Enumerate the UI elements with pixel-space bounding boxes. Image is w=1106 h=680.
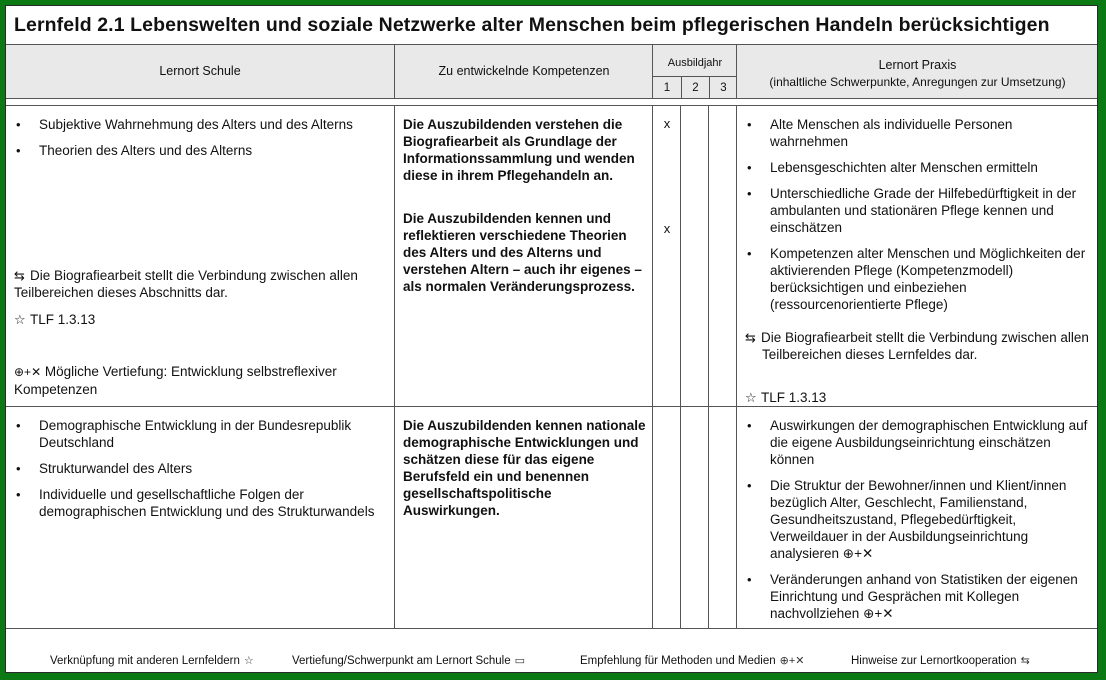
school-list (12, 116, 382, 168)
list-item: • Auswirkungen der demographischen Entwicklung auf die eigene Ausbildungseinrichtung einschätzen können (747, 418, 1088, 467)
table-row (6, 407, 1097, 629)
bullet-icon: • (16, 487, 21, 502)
tlf-note: ☆ TLF 1.3.13 (745, 390, 827, 405)
school-list (12, 417, 382, 529)
page-title: Lernfeld 2.1 Lebenswelten und soziale Netzwerke alter Menschen beim pflegerischen Handeln berücksichtigen (14, 14, 1050, 36)
legend-item: Hinweise zur Lernortkooperation ⇆ (851, 655, 1030, 667)
competence-text: Die Auszubildenden kennen nationale demographische Entwicklungen und schätzen diese für das eigene Berufsfeld ein und benennen gesellschaftspolitische Auswirkungen. (403, 418, 646, 518)
year-mark: x (663, 221, 671, 236)
competence-cell (394, 106, 652, 406)
bullet-icon: • (16, 117, 21, 132)
praxis-cell (736, 106, 1097, 406)
year-mark: x (663, 116, 671, 131)
header-praxis (736, 45, 1098, 98)
bullet-icon: • (16, 461, 21, 476)
year-1-cell (652, 106, 680, 406)
list-item: • Theorien des Alters und des Alterns (16, 143, 253, 158)
header-praxis-title: Lernort Praxis (878, 58, 957, 72)
header-year-numbers (653, 76, 737, 99)
link-note: ⇆ Die Biografiearbeit stellt die Verbindung zwischen allen Teilbereichen dieses Abschnitts dar. (14, 268, 358, 300)
bullet-icon: • (747, 160, 752, 175)
header-praxis-subtitle: (inhaltliche Schwerpunkte, Anregungen zur Umsetzung) (769, 75, 1066, 89)
praxis-list (743, 417, 1093, 631)
year-3: 3 (709, 77, 737, 99)
deepening-note: ⊕+✕ Mögliche Vertiefung: Entwicklung selbstreflexiver Kompetenzen (14, 364, 337, 397)
year-1: 1 (663, 82, 671, 94)
link-note: ⇆ Die Biografiearbeit stellt die Verbindung zwischen allen Teilbereichen dieses Lernfeldes dar. (745, 330, 1089, 362)
list-item: • Veränderungen anhand von Statistiken der eigenen Einrichtung und Gesprächen mit Kollegen nachvollziehen ⊕+✕ (747, 572, 1078, 621)
header-competences-label: Zu entwickelnde Kompetenzen (438, 64, 610, 78)
star-icon: ☆ (745, 390, 757, 405)
table-header (6, 44, 1097, 99)
year-2-cell (680, 407, 708, 628)
year-2: 2 (681, 77, 709, 99)
praxis-cell (736, 407, 1097, 628)
table-row (6, 105, 1097, 407)
bullet-icon: • (747, 572, 752, 587)
methods-icon: ⊕+✕ (779, 655, 805, 667)
competence-text: Die Auszubildenden verstehen die Biografiearbeit als Grundlage der Informationssammlung und wenden diese in ihrem Pflegehandeln an. (403, 117, 635, 183)
methods-icon: ⊕+✕ (14, 365, 42, 379)
bullet-icon: • (747, 478, 752, 493)
header-year-label: Ausbildjahr (667, 57, 723, 69)
year-2-cell (680, 106, 708, 406)
school-cell (6, 407, 394, 628)
header-school-label: Lernort Schule (159, 64, 241, 78)
bullet-icon: • (16, 143, 21, 158)
arrows-exchange-icon: ⇆ (745, 330, 756, 345)
bullet-icon: • (16, 418, 21, 433)
year-3-cell (708, 407, 736, 628)
list-item: • Subjektive Wahrnehmung des Alters und des Alterns (16, 117, 353, 132)
list-item: • Demographische Entwicklung in der Bundesrepublik Deutschland (16, 418, 352, 450)
bullet-icon: • (747, 418, 752, 433)
list-item: • Individuelle und gesellschaftliche Folgen der demographischen Entwicklung und des Strukturwandels (16, 487, 375, 519)
star-icon: ☆ (243, 655, 254, 667)
arrows-exchange-icon: ⇆ (14, 268, 25, 283)
bullet-icon: • (747, 186, 752, 201)
praxis-list (743, 116, 1093, 322)
arrows-exchange-icon: ⇆ (1020, 655, 1030, 667)
list-item: • Strukturwandel des Alters (16, 461, 193, 476)
bullet-icon: • (747, 117, 752, 132)
header-competences (394, 45, 653, 98)
competence-cell (394, 407, 652, 628)
legend (6, 654, 1097, 672)
list-item: • Alte Menschen als individuelle Personen wahrnehmen (747, 117, 1013, 149)
list-item: • Unterschiedliche Grade der Hilfebedürftigkeit in der ambulanten und stationären Pflege kennen und einschätzen (747, 186, 1077, 235)
year-1-cell (652, 407, 680, 628)
year-3-cell (708, 106, 736, 406)
bullet-icon: • (747, 246, 752, 261)
star-icon: ☆ (14, 312, 26, 327)
list-item: • Die Struktur der Bewohner/innen und Klient/innen bezüglich Alter, Geschlecht, Familienstand, Gesundheitszustand, Pflegebedürftigkeit, Verweildauer in der Ausbildungseinrichtung analysieren ⊕+✕ (747, 478, 1067, 561)
legend-item: Verknüpfung mit anderen Lernfeldern ☆ (50, 655, 254, 667)
school-cell (6, 106, 394, 406)
legend-item: Vertiefung/Schwerpunkt am Lernort Schule ▭ (292, 655, 526, 667)
header-year (652, 45, 737, 98)
curriculum-page (5, 5, 1098, 673)
header-school (6, 45, 394, 98)
competence-text: Die Auszubildenden kennen und reflektieren verschiedene Theorien des Alters und des Alterns und verstehen Altern – auch ihr eigenes – als normalen Veränderungsprozess. (403, 211, 642, 294)
list-item: • Kompetenzen alter Menschen und Möglichkeiten der aktivierenden Pflege (Kompetenzmodell) berücksichtigen und einbeziehen (ressourcenorientierte Pflege) (747, 246, 1086, 312)
legend-item: Empfehlung für Methoden und Medien ⊕+✕ (580, 655, 805, 667)
book-icon: ▭ (514, 655, 526, 667)
list-item: • Lebensgeschichten alter Menschen ermitteln (747, 160, 1038, 175)
tlf-note: ☆ TLF 1.3.13 (14, 312, 96, 327)
